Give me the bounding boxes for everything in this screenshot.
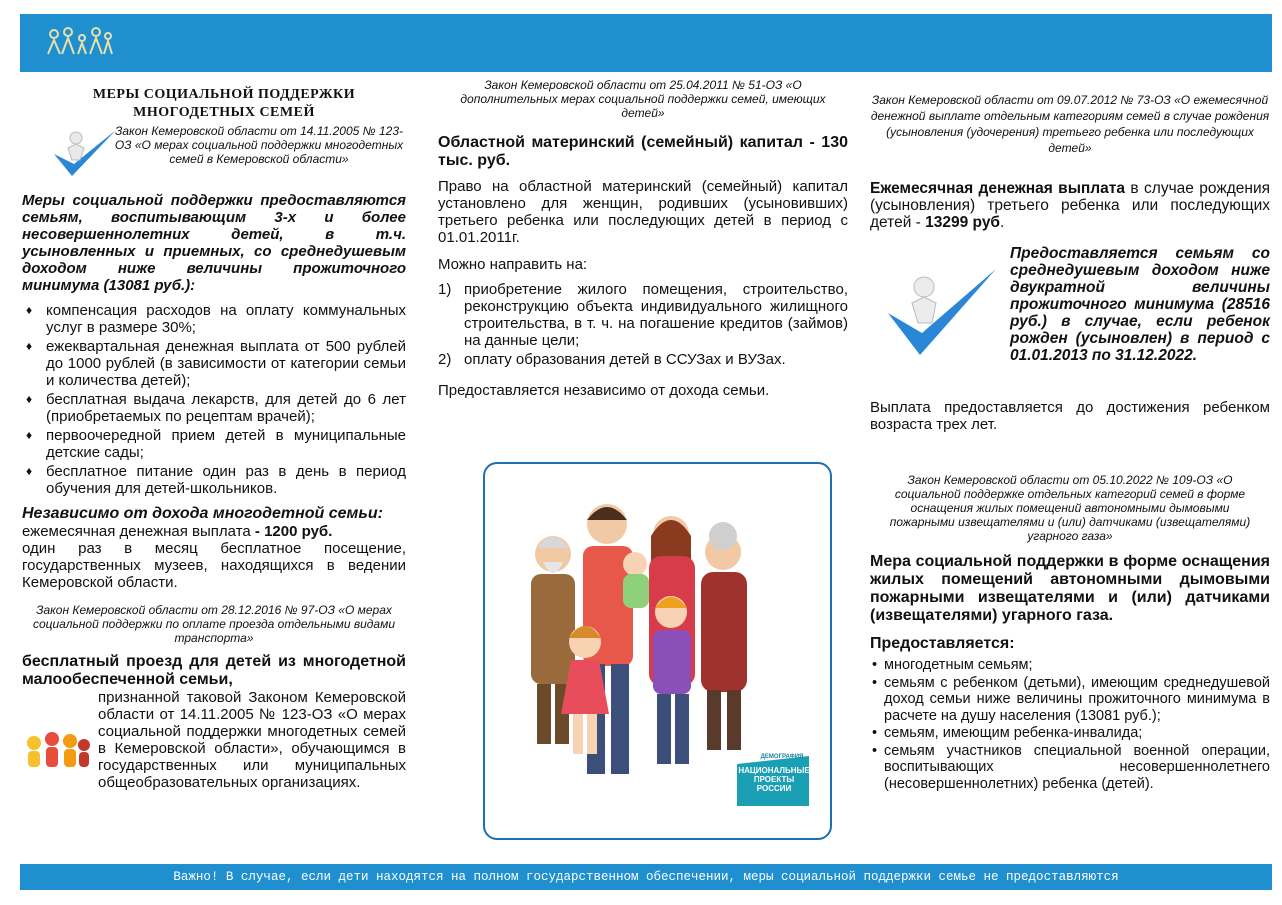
list-item: • семьям с ребенком (детьми), имеющим среднедушевой доход семьи ниже величины прожиточного минимума в расчете на душу населения (13081 руб.);	[870, 675, 1270, 725]
top-banner	[20, 14, 1272, 72]
badge-caption: ДЕМОГРАФИЯ	[760, 754, 804, 760]
monthly-payment-text: Ежемесячная денежная выплата в случае рождения (усыновления) третьего ребенка или последующих детей - 13299 руб.	[870, 180, 1270, 231]
law-reference: Закон Кемеровской области от 14.11.2005 № 123-ОЗ «О мерах социальной поддержки многодетных семей в Кемеровской области»	[114, 124, 404, 166]
monthly-payment	[22, 523, 406, 540]
eligible-list	[870, 657, 1270, 792]
list-item: ♦ компенсация расходов на оплату коммунальных услуг в размере 30%;	[22, 302, 406, 336]
section-subtitle: МНОГОДЕТНЫХ СЕМЕЙ	[133, 105, 315, 120]
list-item: ♦ бесплатное питание один раз в день в период обучения для детей-школьников.	[22, 463, 406, 497]
law-reference: Закон Кемеровской области от 05.10.2022 № 109-ОЗ «О социальной поддержке отдельных категорий семей в форме оснащения жилых помещений автономными дымовыми пожарными извещателями и (или) датчиками (извещателями) угарного газа»	[889, 473, 1251, 543]
list-item: ♦ бесплатная выдача лекарств, для детей до 6 лет (приобретаемых по рецептам врачей);	[22, 391, 406, 425]
capital-heading: Областной материнский (семейный) капитал - 130 тыс. руб.	[438, 134, 848, 169]
family-illustration	[483, 462, 832, 840]
law-reference: Закон Кемеровской области от 28.12.2016 № 97-ОЗ «О мерах социальной поддержки по оплате проезда отдельными видами транспорта»	[32, 603, 396, 645]
column-maternity-capital	[438, 78, 848, 399]
list-item: • многодетным семьям;	[870, 657, 1270, 674]
intro-text: Меры социальной поддержки предоставляются семьям, воспитывающим 3-х и более несовершеннолетних детей, в т.ч. усыновленных и приемных, со среднедушевым доходом ниже величины прожиточного минимума (13081 руб.):	[22, 192, 406, 294]
condition-text: Предоставляется семьям со среднедушевым доходом ниже двукратной величины прожиточного минимума (28516 руб.) в случае, если ребенок рожден (усыновлен) в период с 01.01.2013 по 31.12.2022.	[1010, 245, 1270, 364]
payment-title: Ежемесячная денежная выплата	[870, 180, 1125, 197]
museum-text: один раз в месяц бесплатное посещение, государственных музеев, находящихся в ведении Кемеровской области.	[22, 540, 406, 591]
column-large-families	[22, 78, 406, 791]
footer-notice: Важно! В случае, если дети находятся на полном государственном обеспечении, меры социальной поддержки семье не предоставляются	[20, 864, 1272, 890]
travel-text: признанной таковой Законом Кемеровской области от 14.11.2005 № 123-ОЗ «О мерах социальной поддержки многодетных семей в Кемеровской области», обучающимся в государственных или муниципальных общеобразовательных организациях.	[98, 689, 406, 791]
support-list	[22, 302, 406, 497]
section-title: МЕРЫ СОЦИАЛЬНОЙ ПОДДЕРЖКИ	[92, 87, 356, 102]
directions-label: Можно направить на:	[438, 256, 588, 273]
family-logo-icon	[44, 24, 116, 60]
provided-label: Предоставляется:	[870, 635, 1015, 652]
independence-note: Предоставляется независимо от дохода семьи.	[438, 382, 770, 399]
capital-text: Право на областной материнский (семейный) капитал установлено для женщин, родивших (усыновивших) третьего ребенка или последующих детей в период с 01.01.2011г.	[438, 178, 848, 246]
law-reference: Закон Кемеровской области от 09.07.2012 № 73-ОЗ «О ежемесячной денежной выплате отдельным категориям семей в случае рождения (усыновления (удочерения) третьего ребенка или последующих детей»	[870, 93, 1270, 155]
list-item: • семьям, имеющим ребенка-инвалида;	[870, 725, 1270, 742]
children-group-icon	[22, 729, 92, 773]
payment-label: ежемесячная денежная выплата	[22, 523, 255, 540]
independent-title: Независимо от дохода многодетной семьи:	[22, 505, 383, 522]
badge-text: НАЦИОНАЛЬНЫЕ ПРОЕКТЫ РОССИИ	[738, 766, 810, 793]
list-item: ♦ ежеквартальная денежная выплата от 500 рублей до 1000 рублей (в зависимости от категории семьи и количества детей);	[22, 338, 406, 389]
column-monthly-payment	[870, 78, 1270, 793]
duration-text: Выплата предоставляется до достижения ребенком возраста трех лет.	[870, 399, 1270, 433]
list-item: 1) приобретение жилого помещения, строительство, реконструкцию объекта индивидуального жилищного строительства, в т. ч. на погашение кредитов (займов) на данные цели;	[438, 281, 848, 349]
detectors-heading: Мера социальной поддержки в форме оснащения жилых помещений автономными дымовыми пожарными извещателями и (или) датчиками (извещателями) угарного газа.	[870, 553, 1270, 624]
payment-amount: 13299 руб	[925, 214, 1001, 231]
list-item: • семьям участников специальной военной операции, воспитывающих несовершеннолетнего (несовершеннолетних) ребенка (детей).	[870, 743, 1270, 793]
law-reference: Закон Кемеровской области от 25.04.2011 № 51-ОЗ «О дополнительных мерах социальной поддержки семей, имеющих детей»	[460, 78, 826, 120]
directions-list	[438, 281, 848, 368]
checkmark-figure-icon	[882, 261, 1000, 365]
payment-amount: - 1200 руб.	[254, 523, 333, 540]
list-item: 2) оплату образования детей в ССУЗах и ВУЗах.	[438, 351, 786, 368]
checkmark-figure-icon	[50, 124, 120, 184]
list-item: ♦ первоочередной прием детей в муниципальные детские сады;	[22, 427, 406, 461]
travel-heading: бесплатный проезд для детей из многодетной малообеспеченной семьи,	[22, 653, 406, 688]
